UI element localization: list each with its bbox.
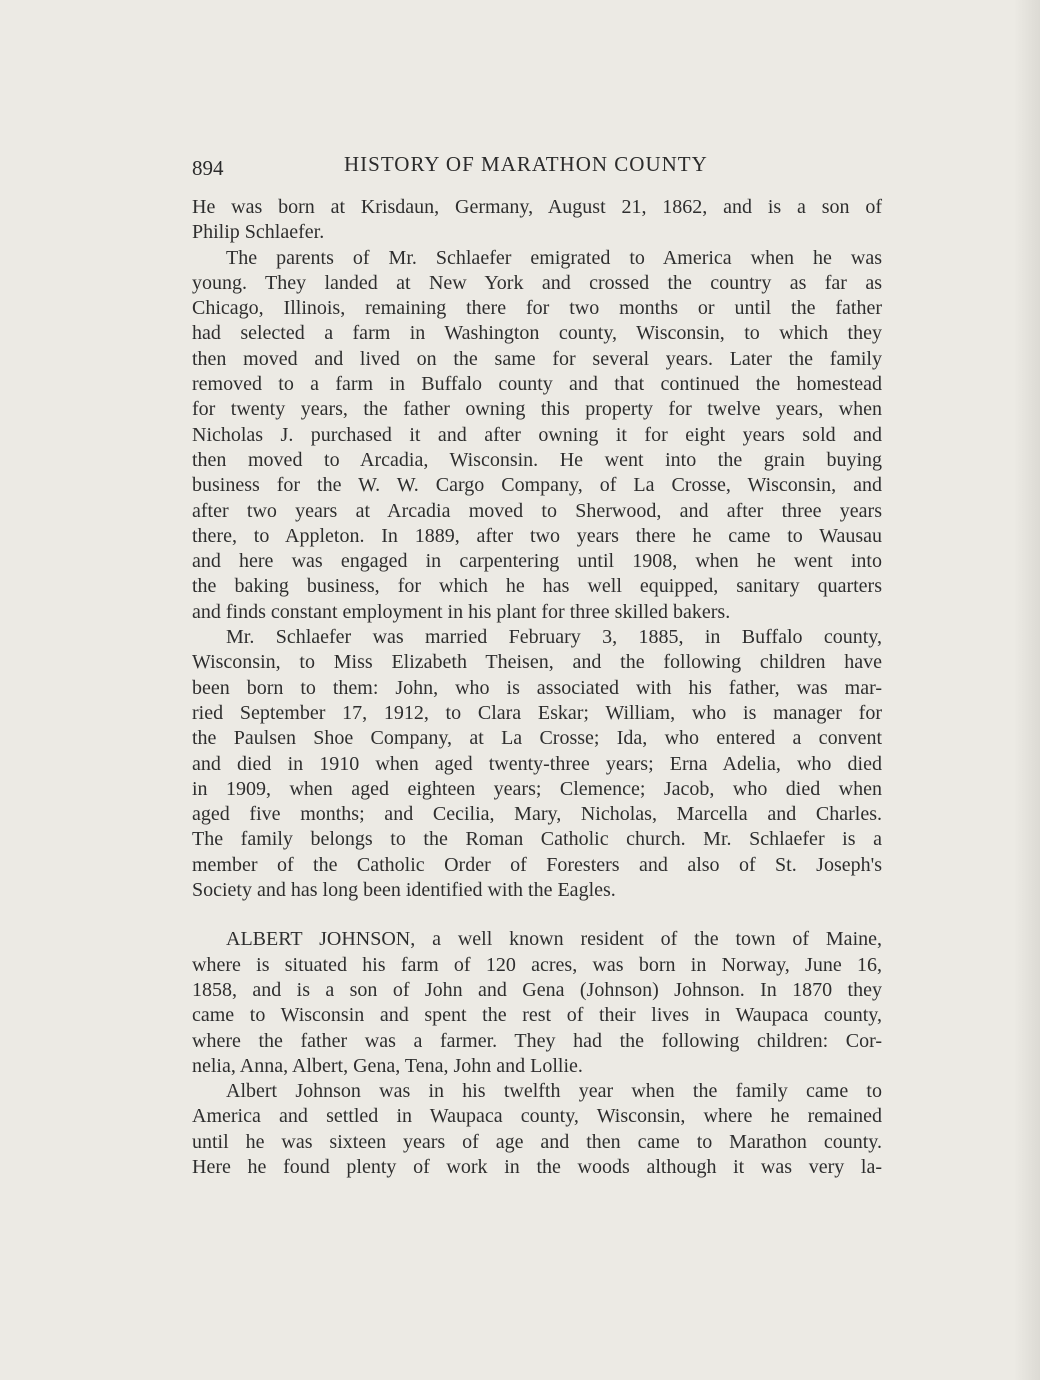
text-line: where the father was a farmer. They had the following children: Cor-	[192, 1029, 882, 1052]
text-line: after two years at Arcadia moved to Sherwood, and after three years	[192, 499, 882, 522]
section-gap	[192, 903, 882, 927]
text-line: ried September 17, 1912, to Clara Eskar; William, who is manager for	[192, 701, 882, 724]
text-line: Wisconsin, to Miss Elizabeth Theisen, and the following children have	[192, 651, 882, 674]
text-line: young. They landed at New York and crossed the country as far as	[192, 271, 882, 294]
text-line: Philip Schlaefer.	[192, 221, 325, 244]
text-line: there, to Appleton. In 1889, after two years there he came to Wausau	[192, 524, 882, 547]
text-line: then moved and lived on the same for several years. Later the family	[192, 347, 882, 370]
text-line: The family belongs to the Roman Catholic church. Mr. Schlaefer is a	[192, 828, 882, 851]
text-line: aged five months; and Cecilia, Mary, Nicholas, Marcella and Charles.	[192, 803, 882, 826]
text-line: the Paulsen Shoe Company, at La Crosse; Ida, who entered a convent	[192, 727, 882, 750]
text-line: Society and has long been identified with the Eagles.	[192, 879, 616, 902]
paragraph	[192, 246, 882, 625]
text-line: He was born at Krisdaun, Germany, August 21, 1862, and is a son of	[192, 196, 882, 218]
text-line: came to Wisconsin and spent the rest of their lives in Waupaca county,	[192, 1004, 882, 1027]
page-edge-shadow	[1014, 0, 1040, 1380]
text-line: Chicago, Illinois, remaining there for two months or until the father	[192, 297, 882, 320]
paragraph	[192, 625, 882, 903]
text-line: nelia, Anna, Albert, Gena, Tena, John and Lollie.	[192, 1054, 583, 1077]
page-header	[192, 152, 882, 186]
text-line: the baking business, for which he has well equipped, sanitary quarters	[192, 575, 882, 598]
text-line: Nicholas J. purchased it and after owning it for eight years sold and	[192, 423, 882, 446]
page-number: 894	[192, 156, 224, 180]
text-line: in 1909, when aged eighteen years; Clemence; Jacob, who died when	[192, 777, 882, 800]
text-line: 1858, and is a son of John and Gena (Johnson) Johnson. In 1870 they	[192, 978, 882, 1001]
text-line: until he was sixteen years of age and then came to Marathon county.	[192, 1130, 882, 1153]
text-line: for twenty years, the father owning this property for twelve years, when	[192, 398, 882, 421]
text-line: been born to them: John, who is associated with his father, was mar-	[192, 676, 882, 699]
paragraph	[192, 195, 882, 246]
text-line: Albert Johnson was in his twelfth year when the family came to	[226, 1080, 882, 1103]
text-line: ALBERT JOHNSON, a well known resident of the town of Maine,	[226, 928, 882, 951]
paragraph	[192, 927, 882, 1079]
text-line: where is situated his farm of 120 acres, was born in Norway, June 16,	[192, 953, 882, 976]
text-line: The parents of Mr. Schlaefer emigrated to America when he was	[226, 246, 882, 269]
text-line: removed to a farm in Buffalo county and that continued the homestead	[192, 373, 882, 396]
text-line: and here was engaged in carpentering until 1908, when he went into	[192, 550, 882, 573]
running-head: HISTORY OF MARATHON COUNTY	[344, 152, 708, 176]
text-line: then moved to Arcadia, Wisconsin. He went into the grain buying	[192, 448, 882, 471]
text-line: Here he found plenty of work in the woods although it was very la-	[192, 1155, 882, 1178]
text-line: America and settled in Waupaca county, Wisconsin, where he remained	[192, 1105, 882, 1128]
text-line: Mr. Schlaefer was married February 3, 1885, in Buffalo county,	[226, 626, 882, 649]
body-text	[192, 195, 882, 1180]
paragraph	[192, 1079, 882, 1180]
text-line: member of the Catholic Order of Foresters and also of St. Joseph's	[192, 853, 882, 876]
text-line: and finds constant employment in his plant for three skilled bakers.	[192, 600, 731, 623]
text-line: had selected a farm in Washington county, Wisconsin, to which they	[192, 322, 882, 345]
text-line: business for the W. W. Cargo Company, of La Crosse, Wisconsin, and	[192, 474, 882, 497]
text-line: and died in 1910 when aged twenty-three years; Erna Adelia, who died	[192, 752, 882, 775]
